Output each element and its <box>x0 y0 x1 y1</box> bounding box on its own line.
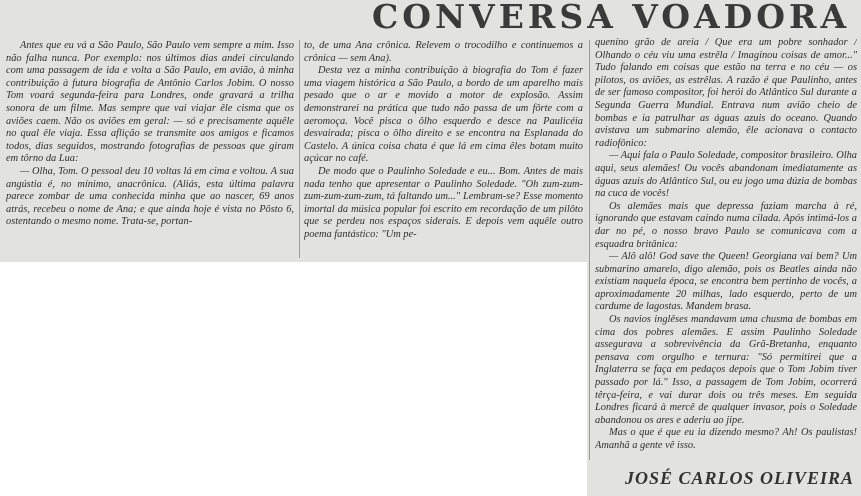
article-column-2 <box>304 40 583 260</box>
paragraph: Desta vez a minha contribuição à biografia do Tom é fazer uma viagem histórica a São Paulo, a bordo de um aparelho mais pesado que o ar e movido a motor de explosão. Assim demonstrarei na prática que tudo não passa de um fôrte com a aeromoça. Você pisca o ôlho esquerdo e desce na Paulicéia desvairada; pisca o ôlho direito e se encontra na Esplanada do Castelo. A única coisa chata é que lá em cima êles botam muito açúcar no café. <box>304 65 583 165</box>
author-byline: JOSÉ CARLOS OLIVEIRA <box>625 468 855 488</box>
paragraph: Mas o que é que eu ia dizendo mesmo? Ah! Os paulistas! Amanhã a gente vê isso. <box>595 427 857 451</box>
paragraph: queníno grão de areia / Que era um pobre sonhador / Olhando o céu viu uma estrêla / Imaginou coisas de amor..." Tudo falando em coisas que estão na terra e no céu — os pilotos, os aviões, as estrêlas. A razão é que Paulinho, antes de ser famoso compositor, foi herói do Atlântico Sul durante a Segunda Guerra Mundial. Entrava num avião cheio de bombas e ia patrulhar as águas azuis do oceano. Quando avistava um submarino alemão, êle acionava o contacto radiofônico: <box>595 37 857 149</box>
column-divider <box>299 40 300 258</box>
paragraph: — Alô alô! God save the Queen! Georgiana vai bem? Um submarino amarelo, digo alemão, pois os Beatles ainda não existiam naquela época, se encontra bem pertinho de vocês, a aproximadamente 20 milhas, lado esquerdo, perto de um cardume de lagostas. Mandem brasa. <box>595 251 857 313</box>
paragraph: Os navios inglêses mandavam uma chusma de bombas em cima dos pobres alemães. E assim Paulinho Soledade assegurava a sobrevivência da Grã-Bretanha, enquanto pensava com orgulho e ternura: "Só permitirei que a Inglaterra se faça em pedaços depois que o Tom Jobim tiver passado por lá." Isso, a passagem de Tom Jobim, ocorrerá têrça-feira, e vai durar dois ou três meses. Em seguida Londres ficará à mercê de qualquer invasor, pois o Soledade abandonou os ares e aderiu ao jipe. <box>595 314 857 426</box>
paragraph: Os alemães mais que depressa faziam marcha à ré, ignorando que estavam caindo numa cilada. Após intimá-los a dar no pé, o nosso bravo Paulo se comunicava com a esquadra britânica: <box>595 200 857 250</box>
article-column-1 <box>6 40 294 260</box>
paragraph: De modo que o Paulinho Soledade e eu... Bom. Antes de mais nada tenho que apresentar o Paulinho Soledade. "Oh zum-zum-zum-zum-zum-zum, tá faltando um..." Lembram-se? Esse momento imortal da música popular foi escrito em recordação de um pilôto que se perdeu nos espaços siderais. E depois vem aquêle outro poema fantástico: "Um pe- <box>304 165 583 240</box>
article-column-3 <box>595 37 857 460</box>
column-divider <box>589 40 590 460</box>
article-title: CONVERSA VOADORA <box>372 0 851 34</box>
paragraph: to, de uma Ana crônica. Relevem o trocodilho e continuemos a crônica — sem Ana). <box>304 40 583 64</box>
paragraph: — Olha, Tom. O pessoal deu 10 voltas lá em cima e voltou. A sua angústia é, no mínimo, anacrônica. (Aliás, esta última palavra parece zombar de uma conhecida minha que ao nascer, 69 anos atrás, recebeu o nome de Ana; e que ainda hoje é vista no Pôsto 6, ostentando o mesmo nome. Trata-se, portan- <box>6 165 294 228</box>
paragraph: — Aqui fala o Paulo Soledade, compositor brasileiro. Olha aqui, seus alemães! Ou vocês abandonam imediatamente as águas azuis do Atlântico Sul, ou eu jogo uma dúzia de bombas na cuca de vocês! <box>595 150 857 200</box>
paragraph: Antes que eu vá a São Paulo, São Paulo vem sempre a mim. Isso não falha nunca. Por exemplo: nos últimos dias andei circulando com uma passagem de ida e volta a São Paulo, em avião, à minha contribuição à futura biografia de Antônio Carlos Jobim. O nosso Tom voará segunda-feira para Londres, onde gravará a trilha sonora de um filme. Mas sempre que vai viajar êle cisma que os aviões caem. Não os aviões em geral: — só e precisamente aquêle no qual êle viaja. Essa aflição se transmite aos amigos e ficamos todos, dias seguidos, mostrando fotografias de pessoas que giram em tôrno da Lua: <box>6 40 294 165</box>
